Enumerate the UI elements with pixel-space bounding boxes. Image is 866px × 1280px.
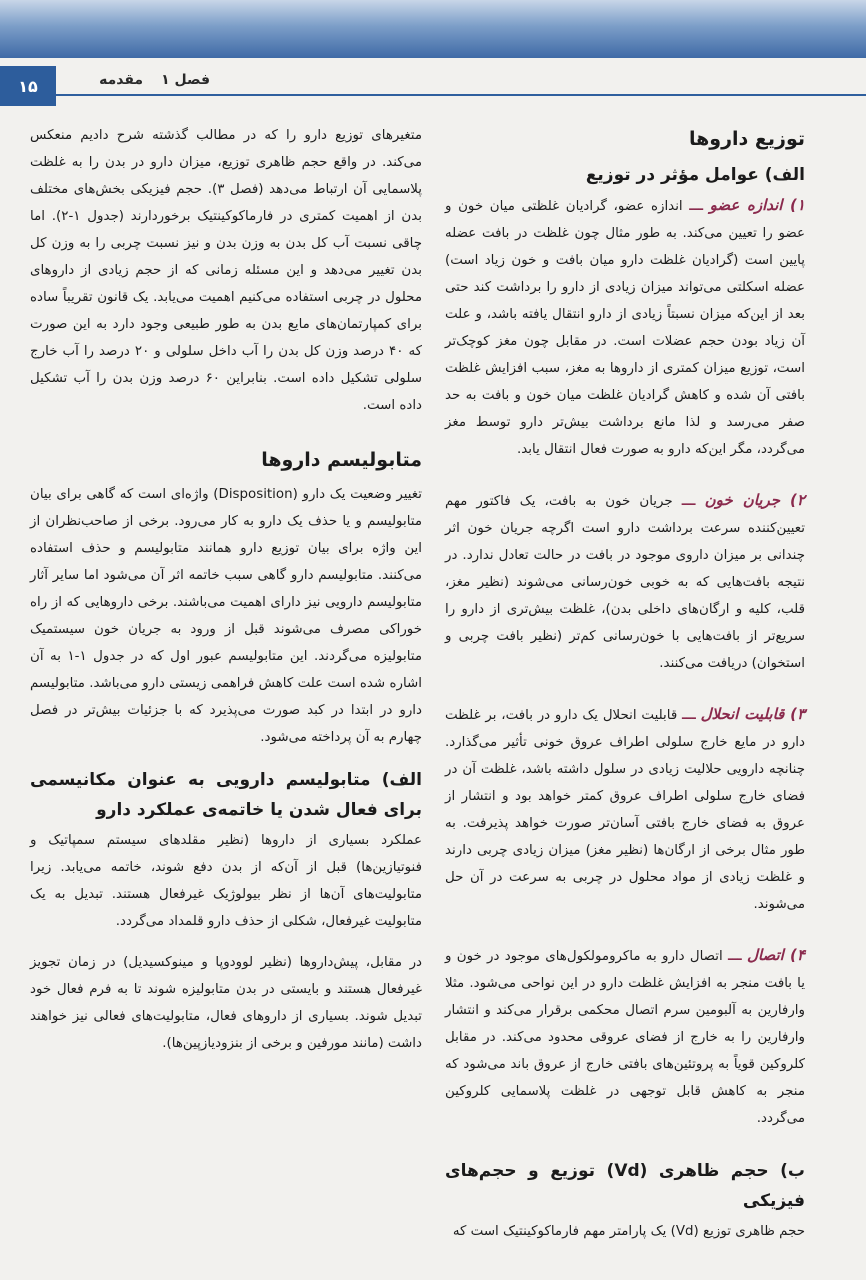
lead-dash: ـــ — [728, 949, 742, 964]
paragraph-binding — [445, 942, 805, 1132]
paragraph-disposition: تغییر وضعیت یک دارو (Disposition) واژه‌ای است که گاهی برای بیان متابولیسم و یا حذف یک دارو به کار می‌رود. برخی از صاحب‌نظران از این واژه برای بیان توزیع دارو همانند متابولیسم و حذف استفاده می‌کنند. متابولیسم دارو گاهی سبب خاتمه اثر آن می‌شود اما سایر آثار متابولیسم دارویی نیز دارای اهمیت می‌باشند. برخی داروهایی که از راه خوراکی مصرف می‌شوند قبل از ورود به جریان خون سیستمیک متابولیزه می‌گردند. این متابولیسم عبور اول که در جدول ۱-۱ به آن اشاره شده است علت کاهش فراهمی زیستی دارو می‌باشد. متابولیسم دارو در ابتدا در کبد صورت می‌پذیرد که با جزئیات بیش‌تر در فصل چهارم به آن پرداخته می‌شود. — [30, 487, 422, 745]
subsection-a-factors: الف) عوامل مؤثر در توزیع — [585, 165, 805, 185]
paragraph-vd-continued: متغیرهای توزیع دارو را که در مطالب گذشته شرح دادیم منعکس می‌کند. در واقع حجم ظاهری توزیع، میزان دارو در بدن را به غلظت پلاسمایی آن ارتباط می‌دهد (فصل ۳). حجم فیزیکی بخش‌های مختلف بدن از اهمیت کمتری در فارماکوکینتیک برخوردارند (جدول ۱-۲). اما چاقی نسبت آب کل بدن به وزن بدن و نیز نسبت چربی را به وزن کل بدن تغییر می‌دهد و این مسئله زمانی که از حجم زیادی از داروهای محلول در چربی استفاده می‌کنیم اهمیت می‌یابد. یک قانون تقریباً ساده برای کمپارتمان‌های مایع بدن به طور طبیعی وجود دارد به این صورت که ۴۰ درصد وزن کل بدن را آب داخل سلولی و ۲۰ درصد را آب خارج سلولی تشکیل داده است. بنابراین ۶۰ درصد وزن بدن را آب تشکیل داده است. — [30, 128, 423, 413]
page-number: ۱۵ — [0, 66, 56, 106]
subsection-a-metabolism: الف) متابولیسم دارویی به عنوان مکانیسمی برای فعال شدن یا خاتمه‌ی عملکرد دارو — [30, 770, 422, 820]
section-title-distribution: توزیع داروها — [688, 128, 805, 150]
paragraph-termination: عملکرد بسیاری از داروها (نظیر مقلدهای سیستم سمپاتیک و فنوتیازین‌ها) قبل از آن‌که از بدن دفع شوند، خاتمه می‌یابد. زیرا متابولیت‌های آن‌ها از نظر بیولوژیک غیرفعال هستند. تبدیل به یک متابولیت غیرفعال، شکلی از حذف دارو قلمداد می‌گردد. — [30, 833, 422, 929]
lead-dash: ـــ — [682, 708, 696, 723]
paragraph-solubility — [445, 701, 805, 918]
lead-solubility: ۳) قابلیت انحلال — [700, 705, 806, 723]
right-column — [445, 122, 805, 1259]
text-organ-size: اندازه عضو، گرادیان غلظتی میان خون و عضو را تعیین می‌کند. به طور مثال چون غلظت در بافت عضله پایین است (گرادیان غلظت دارو میان بافت و خون زیاد است) عضله اسکلتی می‌تواند میزان زیادی از دارو را برداشت کند حتی بعد از این‌که میزان نسبتاً زیادی از دارو انتقال یافته باشد، و علت آن زیاد بودن حجم عضلات است. در مقابل چون مغز کوچک‌تر است، توزیع میزان کمتری از داروها به مغز، سبب افزایش غلظت بافتی آن شده و کاهش گرادیان غلظت میان خون و بافت به حد صفر می‌رسد و لذا مانع برداشت بیش‌تر دارو توسط مغز می‌گردد، مگر این‌که دارو به صورت فعال انتقال یابد. — [445, 199, 805, 457]
lead-dash: ـــ — [689, 199, 704, 214]
lead-binding: ۴) اتصال — [747, 946, 805, 964]
top-color-band — [0, 0, 866, 58]
chapter-title: مقدمه — [99, 72, 144, 88]
section-title-metabolism: متابولیسم داروها — [261, 449, 422, 471]
left-column — [30, 122, 422, 1071]
text-binding: اتصال دارو به ماکرومولکول‌های موجود در خون و یا بافت منجر به افزایش غلظت دارو در این نواحی می‌شود. مثلا وارفارین به آلبومین سرم اتصال محکمی برقرار می‌کند و انتشار وارفارین را به خارج از فضای عروقی محدود می‌کند. در مقابل کلروکین قویاً به پروتئین‌های بافتی خارج از عروق باند می‌شود که منجر به کاهش قابل توجهی در غلظت پلاسمایی کلروکین می‌گردد. — [445, 949, 805, 1126]
lead-blood-flow: ۲) جریان خون — [704, 491, 805, 509]
lead-organ-size: ۱) اندازه عضو — [709, 196, 805, 214]
chapter-label: فصل ۱ — [161, 72, 210, 88]
subsection-b-vd: ب) حجم ظاهری (Vd) توزیع و حجم‌های فیزیکی — [445, 1161, 805, 1211]
paragraph-organ-size — [445, 192, 805, 463]
paragraph-blood-flow — [445, 487, 805, 677]
text-blood-flow: جریان خون به بافت، یک فاکتور مهم تعیین‌کننده سرعت برداشت دارو است اگرچه جریان خون اثر چندانی بر میزان داروی موجود در بافت در حالت تعادل ندارد. در نتیجه بافت‌هایی که به خوبی خون‌رسانی می‌شوند (نظیر مغز، قلب، کلیه و ارگان‌های داخلی بدن)، غلظت بیش‌تری از دارو را سریع‌تر از بافت‌هایی با خون‌رسانی کم‌تر (نظیر بافت چربی و استخوان) دریافت می‌کنند. — [445, 494, 805, 671]
paragraph-prodrugs: در مقابل، پیش‌داروها (نظیر لوودوپا و مینوکسیدیل) در زمان تجویز غیرفعال هستند و بایستی در بدن متابولیزه شوند تا به فرم فعال خود تبدیل شوند. بسیاری از داروهای فعال، متابولیت‌های فعالی نیز خواهند داشت (مانند مورفین و برخی از بنزودیازپین‌ها). — [30, 955, 422, 1051]
running-head — [70, 72, 210, 88]
paragraph-vd: حجم ظاهری توزیع (Vd) یک پارامتر مهم فارماکوکینتیک است که — [452, 1224, 805, 1239]
lead-dash: ـــ — [681, 494, 696, 509]
header-rule — [56, 94, 866, 96]
text-solubility: قابلیت انحلال یک دارو در بافت، بر غلظت دارو در مایع خارج سلولی اطراف عروق خونی تأثیر می‌گذارد. چنانچه دارویی حلالیت زیادی در سلول داشته باشد، غلظت آن در فضای خارج سلولی اطراف عروق کمتر خواهد بود و انتشار از عروق به فضای خارج بافتی آسان‌تر صورت خواهد پذیرفت. به طور مثال برخی از ارگان‌ها (نظیر مغز) میزان زیادی چربی دارند و غلظت زیادی از مواد محلول در چربی به سرعت در آن حل می‌شوند. — [445, 708, 805, 912]
